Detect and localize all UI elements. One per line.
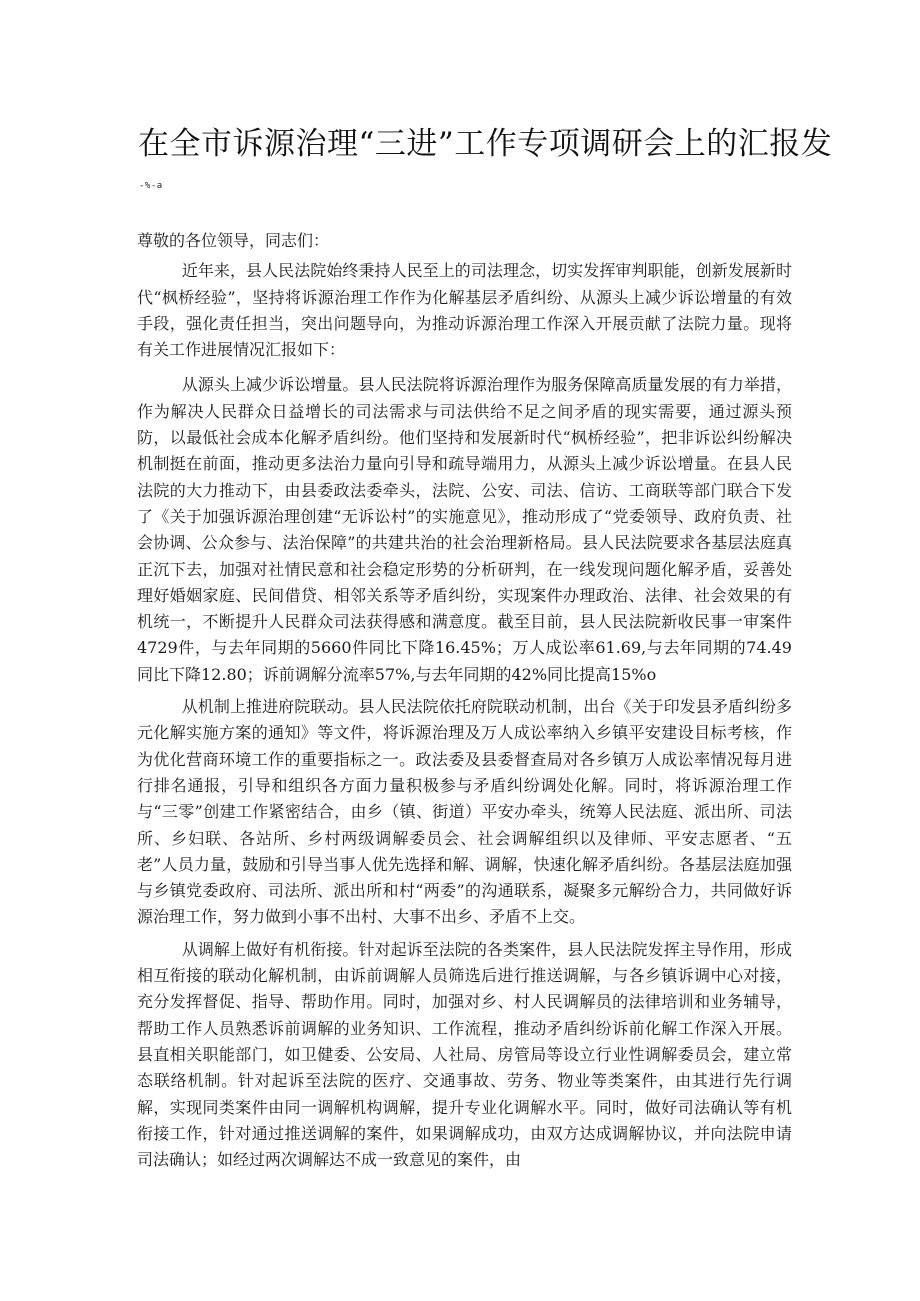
paragraph-intro: 近年来，县人民法院始终秉持人民至上的司法理念，切实发挥审判职能，创新发展新时代“枫桥经验”，坚持将诉源治理工作作为化解基层矛盾纠纷、从源头上减少诉讼增量的有效手段，强化责任担当，突出问题导向，为推动诉源治理工作深入开展贡献了法院力量。现将有关工作进展情况汇报如下： (137, 261, 792, 360)
document-title: 在全市诉源治理“三进”工作专项调研会上的汇报发 (138, 126, 833, 162)
paragraph-mechanism-linkage: 从机制上推进府院联动。县人民法院依托府院联动机制，出台《关于印发县矛盾纠纷多元化解实施方案的通知》等文件，将诉源治理及万人成讼率纳入乡镇平安建设目标考核，作为优化营商环境工作的重要指标之一。政法委及县委督查局对各乡镇万人成讼率情况每月进行排名通报，引导和组织各方面力量积极参与矛盾纠纷调处化解。同时，将诉源治理工作与“三零”创建工作紧密结合，由乡（镇、街道）平安办牵头，统筹人民法庭、派出所、司法所、乡妇联、各站所、乡村两级调解委员会、社会调解组织以及律师、平安志愿者、“五老”人员力量，鼓励和引导当事人优先选择和解、调解，快速化解矛盾纠纷。各基层法庭加强与乡镇党委政府、司法所、派出所和村“两委”的沟通联系，凝聚多元解纷合力，共同做好诉源治理工作，努力做到小事不出村、大事不出乡、矛盾不上交。 (137, 697, 792, 927)
paragraph-mediation-connection: 从调解上做好有机衔接。针对起诉至法院的各类案件，县人民法院发挥主导作用，形成相互衔接的联动化解机制，由诉前调解人员筛选后进行推送调解，与各乡镇诉调中心对接，充分发挥督促、指导、帮助作用。同时，加强对乡、村人民调解员的法律培训和业务辅导，帮助工作人员熟悉诉前调解的业务知识、工作流程，推动矛盾纠纷诉前化解工作深入开展。县直相关职能部门，如卫健委、公安局、人社局、房管局等设立行业性调解委员会，建立常态联络机制。针对起诉至法院的医疗、交通事故、劳务、物业等类案件，由其进行先行调解，实现同类案件由同一调解机构调解，提升专业化调解水平。同时，做好司法确认等有机衔接工作，针对通过推送调解的案件，如果调解成功，由双方达成调解协议，并向法院申请司法确认；如经过两次调解达不成一致意见的案件，由 (137, 939, 792, 1170)
document-body (137, 228, 792, 1179)
paragraph-source-reduction: 从源头上减少诉讼增量。县人民法院将诉源治理作为服务保障高质量发展的有力举措，作为解决人民群众日益增长的司法需求与司法供给不足之间矛盾的现实需要，通过源头预防，以最低社会成本化解矛盾纠纷。他们坚持和发展新时代“枫桥经验”，把非诉讼纠纷解决机制挺在前面，推动更多法治力量向引导和疏导端用力，从源头上减少诉讼增量。在县人民法院的大力推动下，由县委政法委牵头，法院、公安、司法、信访、工商联等部门联合下发了《关于加强诉源治理创建“无诉讼村”的实施意见》，推动形成了“党委领导、政府负责、社会协调、公众参与、法治保障”的共建共治的社会治理新格局。县人民法院要求各基层法庭真正沉下去，加强对社情民意和社会稳定形势的分析研判，在一线发现问题化解矛盾，妥善处理好婚姻家庭、民间借贷、相邻关系等矛盾纠纷，实现案件办理政治、法律、社会效果的有机统一，不断提升人民群众司法获得感和满意度。截至目前，县人民法院新收民事一审案件4729件，与去年同期的5660件同比下降16.45%；万人成讼率61.69,与去年同期的74.49同比下降12.80；诉前调解分流率57%,与去年同期的42%同比提高15%o (137, 375, 792, 684)
title-continuation-fragment: -%-a (139, 181, 163, 191)
salutation: 尊敬的各位领导，同志们： (137, 231, 330, 250)
